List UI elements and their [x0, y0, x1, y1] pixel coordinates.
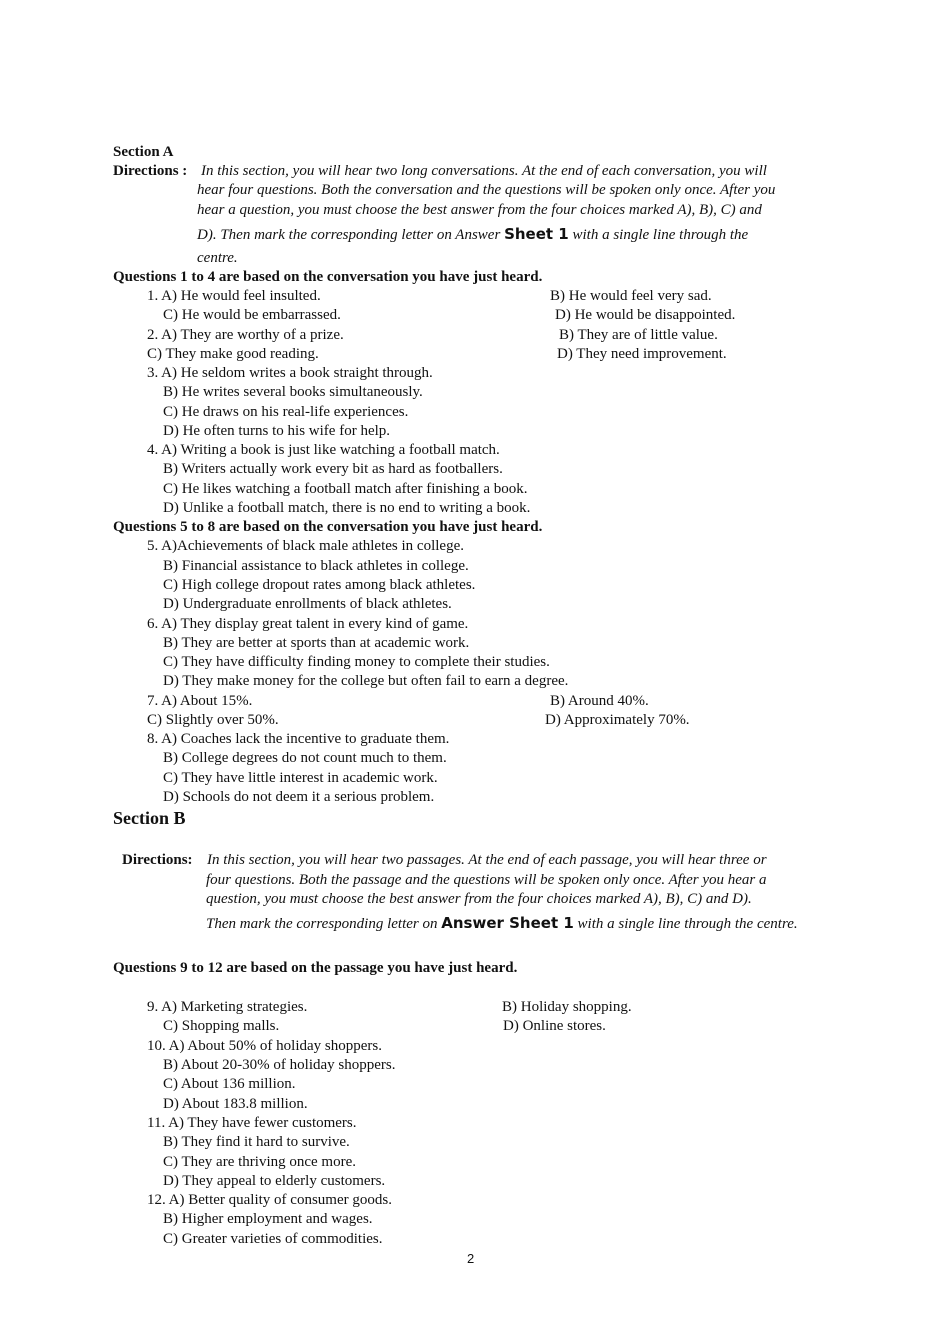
questions-9-12-heading: Questions 9 to 12 are based on the passage you have just heard.	[113, 960, 518, 976]
answer-sheet-label: Sheet 1	[504, 225, 569, 243]
section-b-directions-line-3: question, you must choose the best answer from the four choices marked A), B), C) and D).	[206, 891, 752, 907]
section-a-directions-line-1: In this section, you will hear two long conversations. At the end of each conversation, you will	[201, 163, 767, 179]
q8-option-a: 8. A) Coaches lack the incentive to graduate them.	[147, 731, 450, 747]
directions-text: with a single line through the centre.	[577, 916, 798, 932]
section-b-directions-line-1: In this section, you will hear two passages. At the end of each passage, you will hear three or	[207, 852, 767, 868]
q12-option-c: C) Greater varieties of commodities.	[163, 1231, 383, 1247]
q9-option-c: C) Shopping malls.	[163, 1018, 280, 1034]
q2-option-a: 2. A) They are worthy of a prize.	[147, 327, 344, 343]
q3-option-b: B) He writes several books simultaneously.	[163, 384, 423, 400]
page-number: 2	[467, 1251, 475, 1266]
q8-option-b: B) College degrees do not count much to them.	[163, 750, 447, 766]
q7-option-b: B) Around 40%.	[550, 693, 649, 709]
directions-text: Then mark the corresponding letter on	[206, 916, 438, 932]
section-b-directions-line-4	[206, 914, 798, 934]
q11-option-d: D) They appeal to elderly customers.	[163, 1173, 386, 1189]
q1-option-c: C) He would be embarrassed.	[163, 307, 341, 323]
questions-1-4-heading: Questions 1 to 4 are based on the conversation you have just heard.	[113, 269, 543, 285]
section-a-directions-line-4	[197, 225, 748, 245]
directions-text: with a single line through the	[572, 227, 749, 243]
section-a-directions-line-2: hear four questions. Both the conversation and the questions will be spoken only once. After you	[197, 182, 776, 198]
q12-option-a: 12. A) Better quality of consumer goods.	[147, 1192, 392, 1208]
q1-option-a: 1. A) He would feel insulted.	[147, 288, 321, 304]
q5-option-a: 5. A)Achievements of black male athletes in college.	[147, 538, 464, 554]
q7-option-a: 7. A) About 15%.	[147, 693, 253, 709]
q4-option-d: D) Unlike a football match, there is no end to writing a book.	[163, 500, 531, 516]
q10-option-b: B) About 20-30% of holiday shoppers.	[163, 1057, 396, 1073]
questions-5-8-heading: Questions 5 to 8 are based on the conversation you have just heard.	[113, 519, 543, 535]
q6-option-b: B) They are better at sports than at academic work.	[163, 635, 470, 651]
q12-option-b: B) Higher employment and wages.	[163, 1211, 373, 1227]
q4-option-b: B) Writers actually work every bit as hard as footballers.	[163, 461, 503, 477]
q3-option-c: C) He draws on his real-life experiences.	[163, 404, 409, 420]
q3-option-d: D) He often turns to his wife for help.	[163, 423, 391, 439]
section-a-title: Section A	[113, 144, 174, 160]
q2-option-c: C) They make good reading.	[147, 346, 319, 362]
q6-option-d: D) They make money for the college but often fail to earn a degree.	[163, 673, 569, 689]
q10-option-c: C) About 136 million.	[163, 1076, 296, 1092]
q7-option-c: C) Slightly over 50%.	[147, 712, 279, 728]
q4-option-c: C) He likes watching a football match after finishing a book.	[163, 481, 528, 497]
section-a-directions-line-3: hear a question, you must choose the best answer from the four choices marked A), B), C) and	[197, 202, 762, 218]
q2-option-d: D) They need improvement.	[557, 346, 727, 362]
q9-option-a: 9. A) Marketing strategies.	[147, 999, 308, 1015]
directions-text: D). Then mark the corresponding letter on Answer	[197, 227, 501, 243]
q4-option-a: 4. A) Writing a book is just like watching a football match.	[147, 442, 500, 458]
q3-option-a: 3. A) He seldom writes a book straight through.	[147, 365, 433, 381]
q11-option-c: C) They are thriving once more.	[163, 1154, 356, 1170]
q1-option-b: B) He would feel very sad.	[550, 288, 712, 304]
answer-sheet-label: Answer Sheet 1	[441, 914, 574, 932]
q6-option-c: C) They have difficulty finding money to complete their studies.	[163, 654, 550, 670]
q8-option-d: D) Schools do not deem it a serious problem.	[163, 789, 435, 805]
section-b-directions-label: Directions:	[122, 852, 193, 868]
q5-option-c: C) High college dropout rates among black athletes.	[163, 577, 476, 593]
q6-option-a: 6. A) They display great talent in every kind of game.	[147, 616, 469, 632]
section-a-directions-label: Directions :	[113, 163, 188, 179]
q10-option-d: D) About 183.8 million.	[163, 1096, 308, 1112]
q5-option-d: D) Undergraduate enrollments of black athletes.	[163, 596, 452, 612]
q7-option-d: D) Approximately 70%.	[545, 712, 690, 728]
q2-option-b: B) They are of little value.	[559, 327, 718, 343]
section-a-directions-line-5: centre.	[197, 250, 238, 266]
q5-option-b: B) Financial assistance to black athletes in college.	[163, 558, 469, 574]
q8-option-c: C) They have little interest in academic work.	[163, 770, 438, 786]
q11-option-a: 11. A) They have fewer customers.	[147, 1115, 357, 1131]
q9-option-d: D) Online stores.	[503, 1018, 606, 1034]
q1-option-d: D) He would be disappointed.	[555, 307, 736, 323]
q11-option-b: B) They find it hard to survive.	[163, 1134, 350, 1150]
section-b-title: Section B	[113, 808, 186, 828]
q10-option-a: 10. A) About 50% of holiday shoppers.	[147, 1038, 382, 1054]
section-b-directions-line-2: four questions. Both the passage and the questions will be spoken only once. After you hear a	[206, 872, 767, 888]
q9-option-b: B) Holiday shopping.	[502, 999, 632, 1015]
